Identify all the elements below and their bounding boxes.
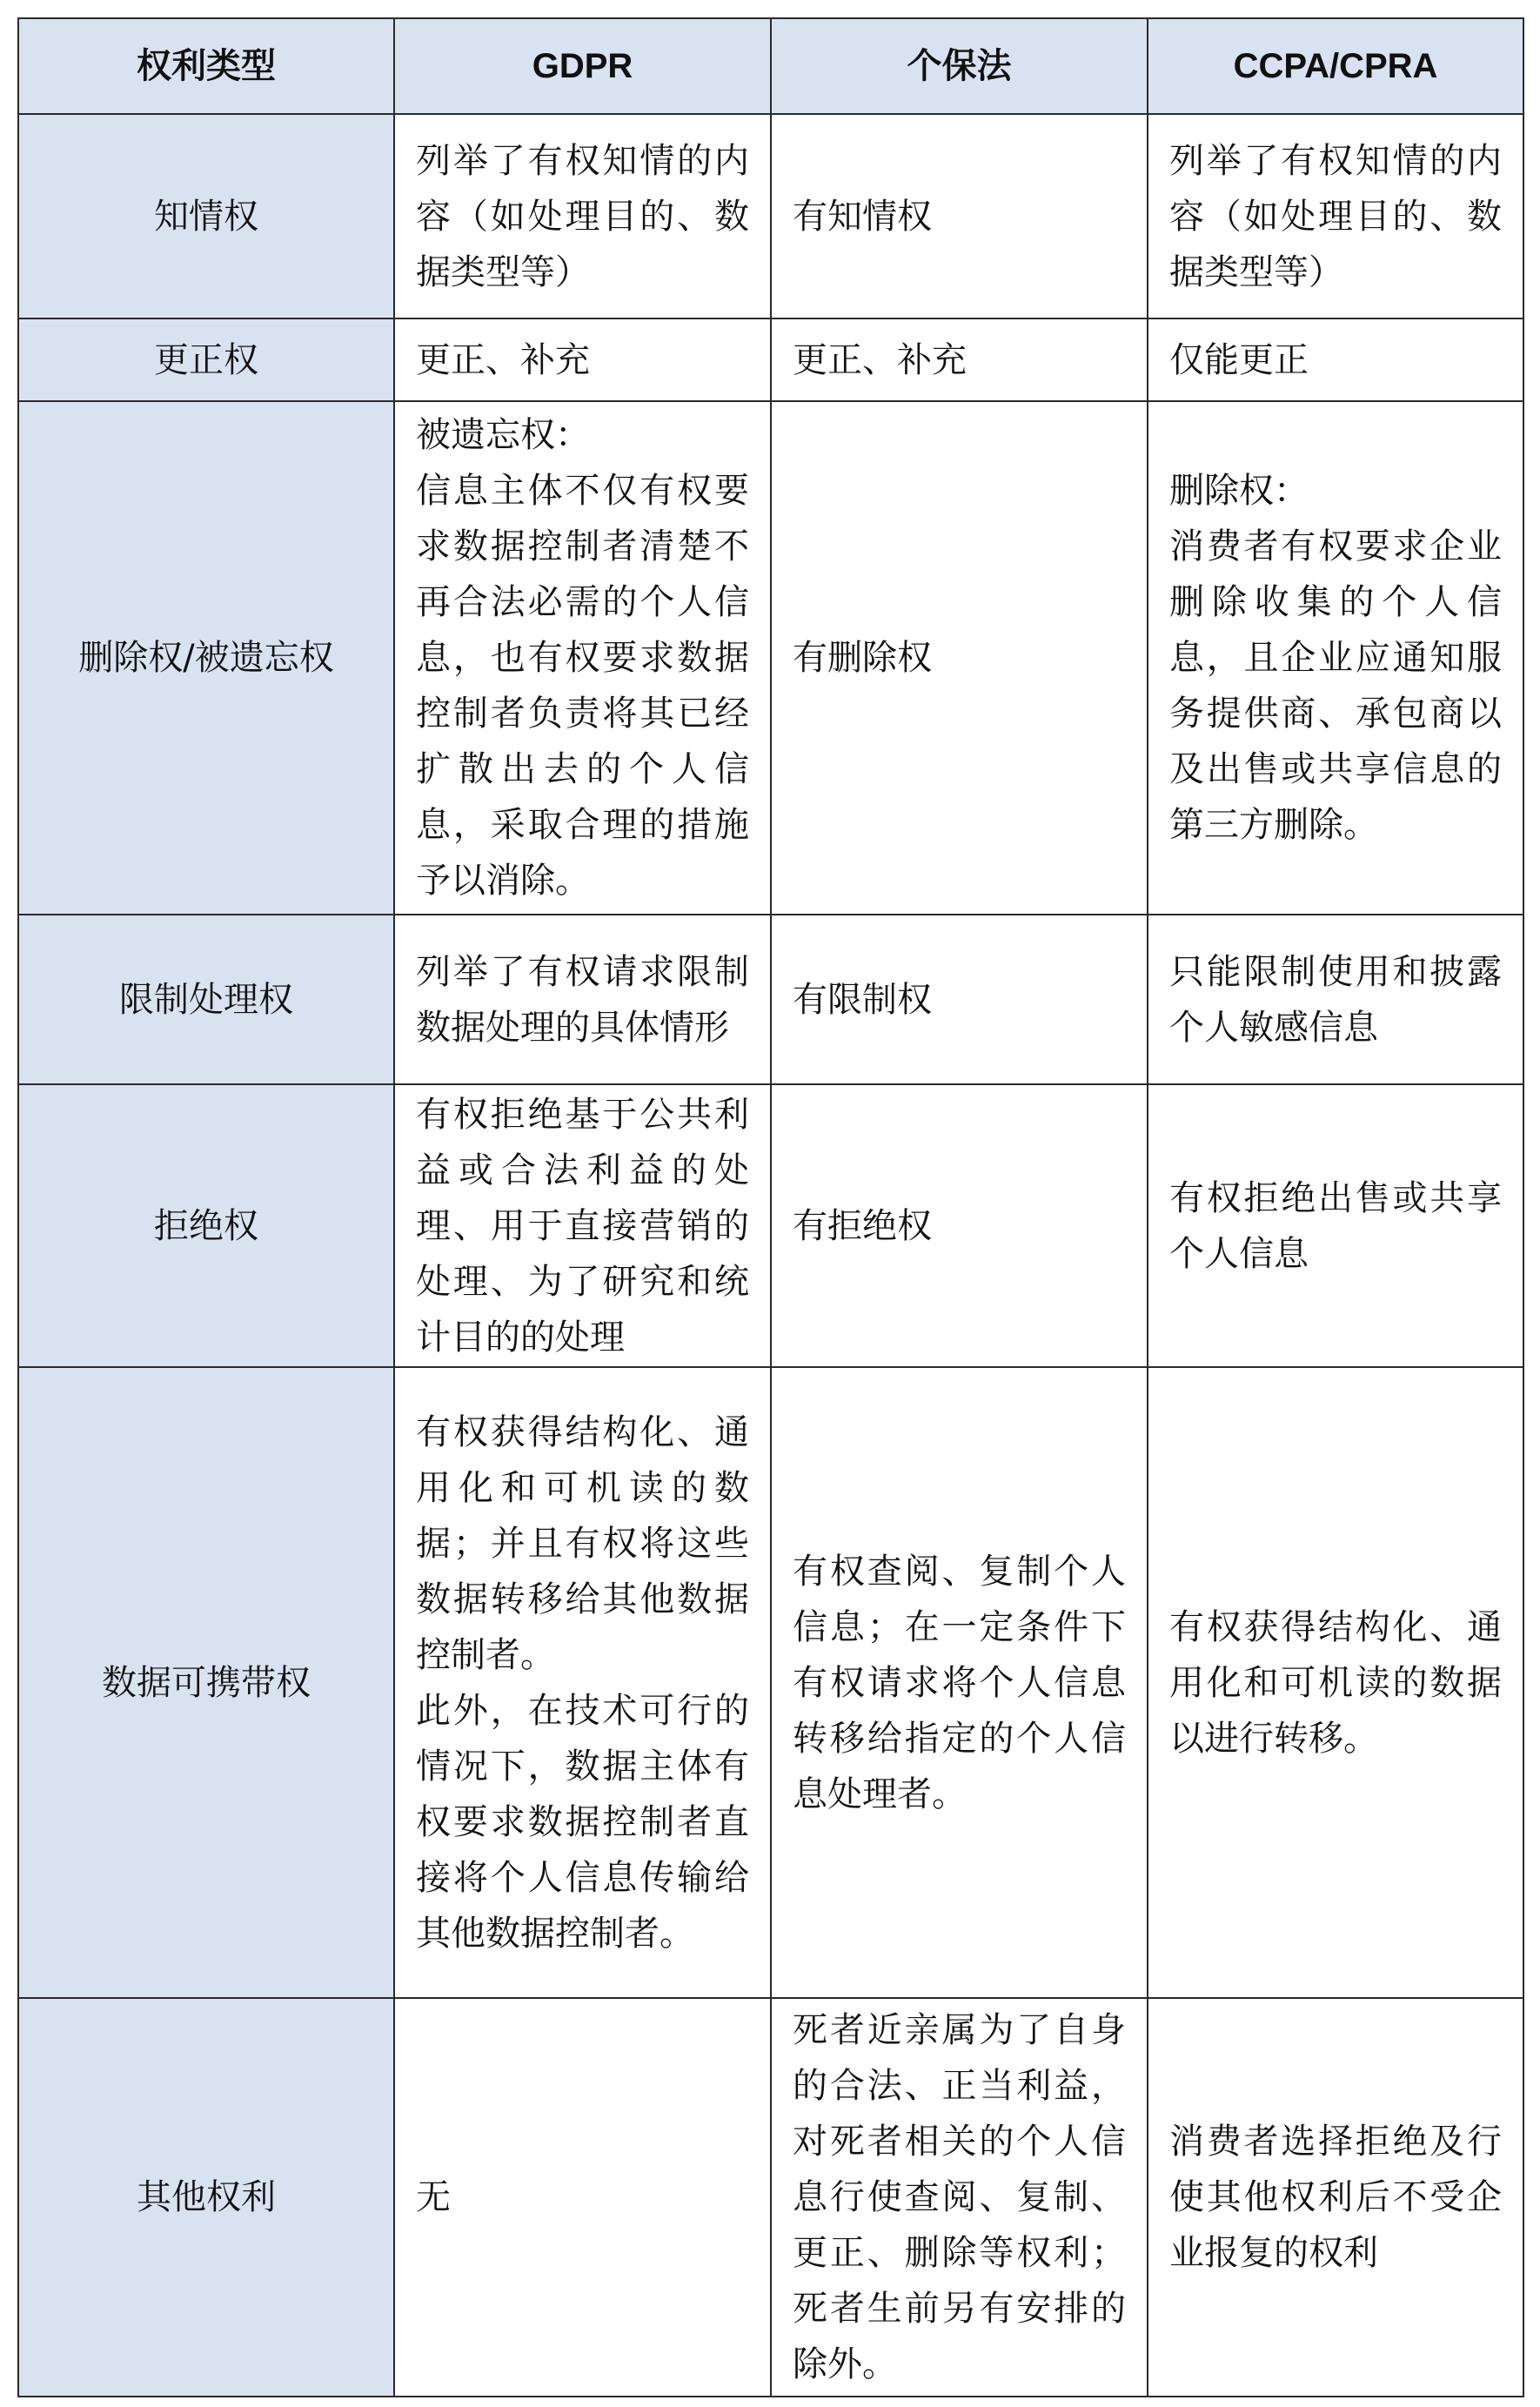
cell-ccpa bbox=[1148, 401, 1523, 915]
table-row bbox=[18, 1367, 1523, 1998]
cell-gdpr bbox=[394, 318, 771, 401]
row-label-erasure: 删除权/被遗忘权 bbox=[18, 401, 394, 915]
cell-ccpa bbox=[1148, 318, 1523, 401]
cell-pipl bbox=[771, 1367, 1148, 1998]
cell-text: 被遗忘权： bbox=[416, 415, 590, 455]
row-label-rectification: 更正权 bbox=[18, 318, 394, 401]
cell-text: 有知情权 bbox=[793, 196, 932, 237]
table-row bbox=[18, 1084, 1523, 1367]
header-ccpa-cpra: CCPA/CPRA bbox=[1148, 18, 1523, 114]
cell-pipl bbox=[771, 1084, 1148, 1367]
table-row bbox=[18, 915, 1523, 1084]
cell-text: 信息主体不仅有权要求数据控制者清楚不再合法必需的个人信息，也有权要求数据控制者负责将其已经扩散出去的个人信息，采取合理的措施予以消除。 bbox=[416, 471, 749, 901]
cell-ccpa bbox=[1148, 1998, 1523, 2397]
cell-text: 有权获得结构化、通用化和可机读的数据；并且有权将这些数据转移给其他数据控制者。 bbox=[416, 1411, 749, 1675]
cell-ccpa bbox=[1148, 114, 1523, 318]
table-row bbox=[18, 318, 1523, 401]
cell-text: 有权获得结构化、通用化和可机读的数据以进行转移。 bbox=[1169, 1606, 1502, 1759]
cell-pipl bbox=[771, 318, 1148, 401]
table-row bbox=[18, 114, 1523, 318]
cell-text: 有限制权 bbox=[793, 979, 932, 1020]
cell-pipl bbox=[771, 401, 1148, 915]
cell-text: 消费者有权要求企业删除收集的个人信息，且企业应通知服务提供商、承包商以及出售或共享信息的第三方删除。 bbox=[1169, 526, 1502, 845]
cell-text: 列举了有权请求限制数据处理的具体情形 bbox=[416, 951, 749, 1048]
cell-gdpr bbox=[394, 1367, 771, 1998]
cell-text: 仅能更正 bbox=[1169, 339, 1309, 380]
table-row bbox=[18, 1998, 1523, 2397]
row-label-restriction: 限制处理权 bbox=[18, 915, 394, 1084]
cell-text: 此外，在技术可行的情况下，数据主体有权要求数据控制者直接将个人信息传输给其他数据控制者。 bbox=[416, 1690, 749, 1954]
cell-text: 删除权： bbox=[1169, 471, 1309, 511]
cell-text: 死者近亲属为了自身的合法、正当利益，对死者相关的个人信息行使查阅、复制、更正、删除等权利；死者生前另有安排的除外。 bbox=[793, 2010, 1126, 2384]
table-header-row bbox=[18, 18, 1523, 114]
cell-ccpa bbox=[1148, 915, 1523, 1084]
cell-text: 更正、补充 bbox=[793, 339, 967, 380]
cell-text: 消费者选择拒绝及行使其他权利后不受企业报复的权利 bbox=[1169, 2122, 1502, 2273]
cell-text: 有删除权 bbox=[793, 638, 932, 678]
header-right-type: 权利类型 bbox=[18, 18, 394, 114]
cell-text: 无 bbox=[416, 2177, 451, 2217]
cell-ccpa bbox=[1148, 1084, 1523, 1367]
cell-pipl bbox=[771, 114, 1148, 318]
row-label-right-to-know: 知情权 bbox=[18, 114, 394, 318]
cell-text: 只能限制使用和披露个人敏感信息 bbox=[1169, 951, 1502, 1048]
cell-pipl bbox=[771, 1998, 1148, 2397]
header-gdpr: GDPR bbox=[394, 18, 771, 114]
row-label-other-rights: 其他权利 bbox=[18, 1998, 394, 2397]
cell-text: 有权拒绝基于公共利益或合法利益的处理、用于直接营销的处理、为了研究和统计目的的处理 bbox=[416, 1094, 749, 1358]
cell-gdpr bbox=[394, 1084, 771, 1367]
cell-text: 有权查阅、复制个人信息；在一定条件下有权请求将个人信息转移给指定的个人信息处理者。 bbox=[793, 1551, 1126, 1814]
cell-text: 列举了有权知情的内容（如处理目的、数据类型等） bbox=[1169, 140, 1502, 292]
cell-gdpr bbox=[394, 915, 771, 1084]
cell-text: 有权拒绝出售或共享个人信息 bbox=[1169, 1177, 1502, 1274]
cell-gdpr bbox=[394, 401, 771, 915]
cell-text: 有拒绝权 bbox=[793, 1205, 932, 1246]
cell-gdpr bbox=[394, 1998, 771, 2397]
rights-comparison-table bbox=[17, 17, 1524, 2397]
row-label-objection: 拒绝权 bbox=[18, 1084, 394, 1367]
table-row bbox=[18, 401, 1523, 915]
cell-text: 列举了有权知情的内容（如处理目的、数据类型等） bbox=[416, 140, 749, 292]
cell-pipl bbox=[771, 915, 1148, 1084]
row-label-portability: 数据可携带权 bbox=[18, 1367, 394, 1998]
cell-text: 更正、补充 bbox=[416, 339, 590, 380]
cell-ccpa bbox=[1148, 1367, 1523, 1998]
cell-gdpr bbox=[394, 114, 771, 318]
header-pipl: 个保法 bbox=[771, 18, 1148, 114]
